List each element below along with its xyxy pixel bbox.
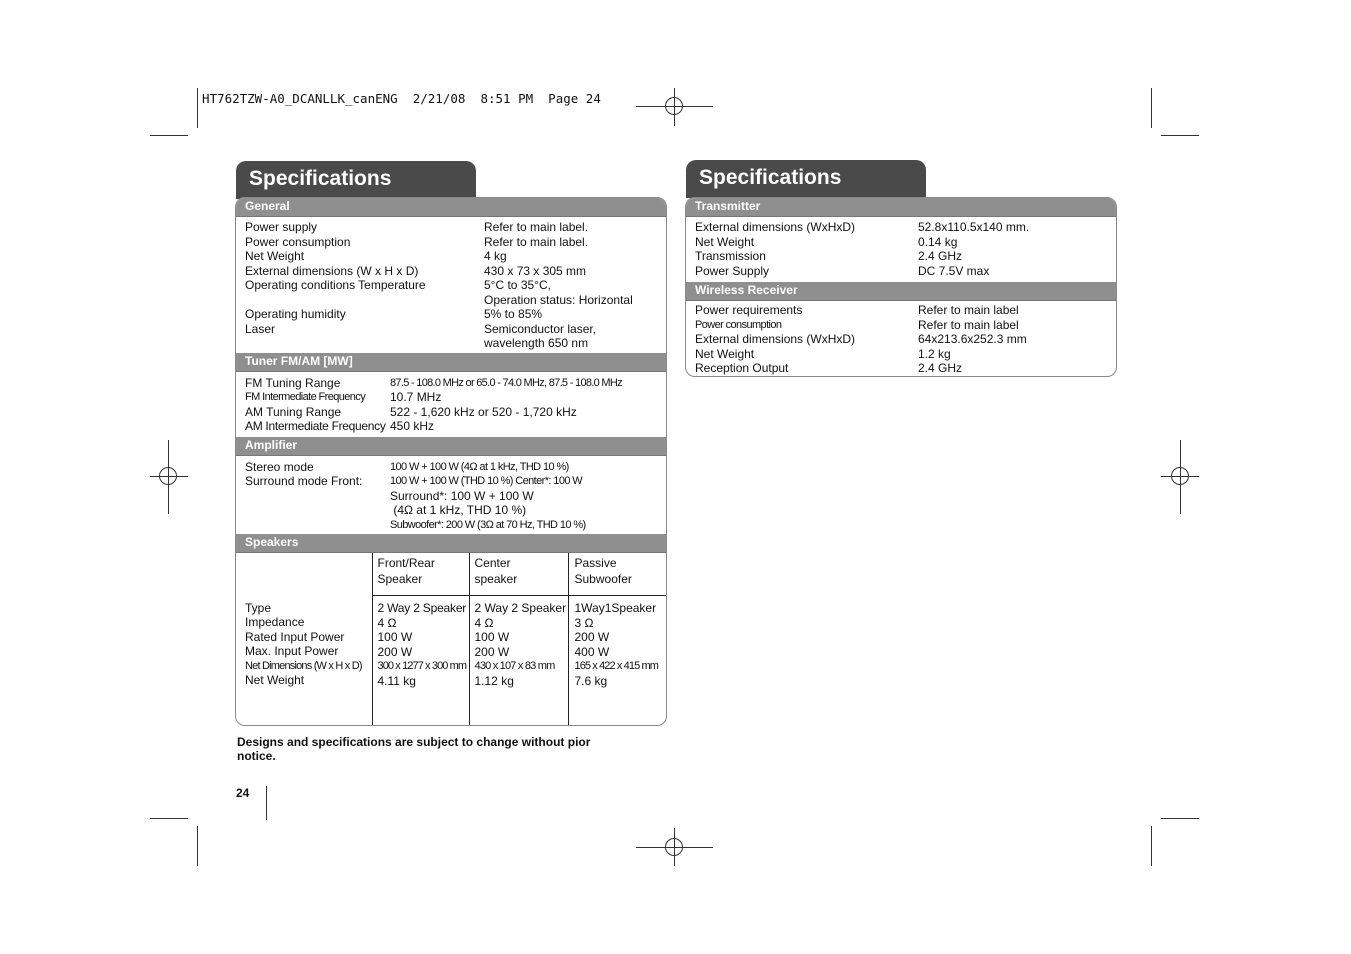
spec-row	[236, 336, 666, 351]
spec-value: Subwoofer*: 200 W (3Ω at 70 Hz, THD 10 %)	[390, 518, 586, 531]
spec-row	[236, 307, 666, 322]
spec-row	[236, 249, 666, 264]
front-rear-values-col	[372, 596, 469, 727]
spec-label: FM Tuning Range	[245, 375, 341, 390]
general-rows	[236, 217, 666, 353]
spec-row	[686, 318, 1116, 333]
spec-label: AM Tuning Range	[245, 404, 342, 419]
col-header-line: Speaker	[377, 572, 423, 586]
receiver-rows	[686, 301, 1116, 377]
spec-value: 1.12 kg	[474, 673, 514, 688]
spec-row	[236, 419, 666, 434]
section-header-amplifier: Amplifier	[236, 437, 666, 456]
spec-label: Max. Input Power	[245, 644, 339, 658]
page-number: 24	[236, 786, 250, 800]
spec-row	[236, 235, 666, 250]
spec-row	[686, 303, 1116, 318]
spec-label: AM Intermediate Frequency	[245, 419, 386, 433]
spec-label: External dimensions (W x H x D)	[245, 263, 419, 278]
spec-value: 200 W	[377, 644, 413, 659]
spec-value: 200 W	[574, 630, 610, 644]
spec-row	[686, 332, 1116, 347]
spec-value: 100 W + 100 W (THD 10 %) Center*: 100 W	[390, 475, 583, 487]
spec-label: Net Weight	[245, 249, 305, 263]
spec-value: 0.14 kg	[918, 234, 958, 249]
center-values-col	[469, 596, 568, 727]
left-spec-panel	[235, 197, 667, 726]
spec-value: 64x213.6x252.3 mm	[918, 332, 1027, 346]
spec-label: Power Supply	[695, 263, 770, 278]
tuner-rows	[236, 372, 666, 437]
spec-label: Impedance	[245, 615, 305, 629]
spec-value: 430 x 107 x 83 mm	[474, 660, 555, 672]
section-header-tuner: Tuner FM/AM [MW]	[236, 353, 666, 372]
spec-value: 87.5 - 108.0 MHz or 65.0 - 74.0 MHz, 87.5 - 108.0 MHz	[390, 376, 622, 389]
spec-label: Power consumption	[695, 318, 782, 331]
spec-value: 52.8x110.5x140 mm.	[918, 220, 1030, 234]
spec-value: 5% to 85%	[484, 307, 543, 321]
spec-label: Reception Output	[695, 361, 789, 375]
col-header-line: Front/Rear	[377, 556, 435, 570]
speakers-body-row	[236, 596, 666, 727]
transmitter-rows	[686, 217, 1116, 282]
spec-value: 2 Way 2 Speaker	[377, 601, 467, 615]
spec-label: Power consumption	[245, 234, 351, 249]
spec-label: Operating conditions Temperature	[245, 278, 426, 292]
col-header-front-rear	[372, 553, 469, 596]
spec-value: 2 Way 2 Speaker	[474, 601, 567, 615]
spec-value: 4.11 kg	[377, 673, 416, 688]
subwoofer-values-col	[568, 596, 666, 727]
spec-value: 100 W	[474, 630, 510, 644]
spec-row	[236, 293, 666, 308]
spec-value: DC 7.5V max	[918, 263, 990, 278]
right-spec-panel	[685, 197, 1117, 377]
section-header-wireless-receiver: Wireless Receiver	[686, 282, 1116, 301]
spec-label: Power supply	[245, 220, 318, 234]
spec-value: 10.7 MHz	[390, 390, 442, 404]
spec-row	[236, 474, 666, 489]
spec-value: 300 x 1277 x 300 mm	[377, 660, 467, 672]
spec-value: 200 W	[474, 644, 510, 659]
spec-label	[236, 336, 484, 351]
col-header-line: Subwoofer	[574, 572, 632, 586]
spec-row	[686, 220, 1116, 235]
amplifier-rows	[236, 456, 666, 535]
right-page-title: Specifications	[686, 160, 926, 198]
spec-label: Net Weight	[695, 346, 755, 361]
spec-label	[236, 503, 390, 518]
spec-label: Surround mode Front:	[245, 474, 363, 488]
section-header-transmitter: Transmitter	[686, 198, 1116, 217]
spec-value: Refer to main label.	[484, 220, 589, 234]
spec-label: Rated Input Power	[245, 629, 345, 644]
spec-value: 450 kHz	[390, 419, 435, 433]
section-header-speakers: Speakers	[236, 534, 666, 553]
spec-value: 2.4 GHz	[918, 361, 963, 375]
col-header-line: Center	[474, 556, 511, 570]
spec-value: 400 W	[574, 644, 610, 659]
col-header-line: Passive	[574, 556, 617, 570]
spec-value: Refer to main label	[918, 303, 1019, 317]
speakers-header-row	[236, 553, 666, 596]
disclaimer-note: Designs and specifications are subject to change without pior notice.	[237, 735, 591, 763]
spec-value: 100 W	[377, 630, 413, 644]
spec-row	[236, 518, 666, 533]
spec-value: Surround*: 100 W + 100 W	[390, 488, 534, 503]
spec-value: 5°C to 35°C,	[484, 278, 551, 292]
spec-value: 1.2 kg	[918, 346, 951, 361]
spec-value: 1Way1Speaker	[574, 601, 657, 615]
spec-label: FM Intermediate Frequency	[245, 391, 366, 403]
spec-row	[236, 460, 666, 475]
spec-row	[686, 264, 1116, 279]
spec-value: Semiconductor laser,	[484, 321, 597, 336]
spec-label: Net Weight	[245, 673, 305, 687]
spec-label: Net Weight	[695, 234, 755, 249]
spec-value: 3 Ω	[574, 615, 594, 630]
spec-row	[236, 264, 666, 279]
spec-row	[686, 235, 1116, 250]
spec-label: External dimensions (WxHxD)	[695, 220, 856, 234]
speakers-table	[236, 553, 666, 726]
spec-row	[236, 278, 666, 293]
spec-label: Power requirements	[695, 303, 803, 317]
spec-value: 100 W + 100 W (4Ω at 1 kHz, THD 10 %)	[390, 460, 569, 473]
speakers-header-blank	[236, 553, 372, 596]
speakers-labels-col	[236, 596, 372, 727]
spec-label: Net Dimensions (W x H x D)	[245, 659, 362, 672]
spec-value: 2.4 GHz	[918, 249, 963, 263]
spec-value: Operation status: Horizontal	[484, 292, 633, 307]
spec-value: 4 kg	[484, 249, 507, 263]
print-slug: HT762TZW-A0_DCANLLK_canENG 2/21/08 8:51 PM Page 24	[202, 91, 601, 106]
spec-row	[236, 322, 666, 337]
spec-value: 522 - 1,620 kHz or 520 - 1,720 kHz	[390, 404, 577, 419]
spec-row	[236, 390, 666, 405]
spec-label: Type	[245, 600, 272, 615]
spec-label: External dimensions (WxHxD)	[695, 332, 856, 346]
spec-row	[686, 249, 1116, 264]
spec-row	[686, 361, 1116, 376]
spec-value: 165 x 422 x 415 mm	[574, 660, 658, 672]
spec-value: 4 Ω	[474, 615, 494, 630]
spec-value: 430 x 73 x 305 mm	[484, 263, 587, 278]
spec-value: 7.6 kg	[574, 673, 608, 688]
spec-row	[236, 220, 666, 235]
spec-row	[236, 405, 666, 420]
spec-label	[236, 518, 390, 533]
spec-value: 4 Ω	[377, 615, 397, 630]
spec-value: Refer to main label.	[484, 234, 589, 249]
spec-label	[236, 489, 390, 504]
spec-row	[236, 503, 666, 518]
spec-row	[236, 489, 666, 504]
col-header-line: speaker	[474, 572, 518, 586]
col-header-subwoofer	[568, 553, 666, 596]
col-header-center	[469, 553, 568, 596]
spec-value: (4Ω at 1 kHz, THD 10 %)	[390, 503, 527, 517]
section-header-general: General	[236, 198, 666, 217]
spec-label: Operating humidity	[245, 307, 346, 321]
spec-row	[236, 376, 666, 391]
left-page-title: Specifications	[236, 161, 476, 199]
spec-label: Laser	[245, 321, 276, 336]
spec-row	[686, 347, 1116, 362]
spec-label	[236, 293, 484, 308]
spec-value: wavelength 650 nm	[484, 336, 589, 350]
spec-label: Transmission	[695, 249, 766, 263]
spec-label: Stereo mode	[245, 459, 314, 474]
spec-value: Refer to main label	[918, 317, 1019, 332]
